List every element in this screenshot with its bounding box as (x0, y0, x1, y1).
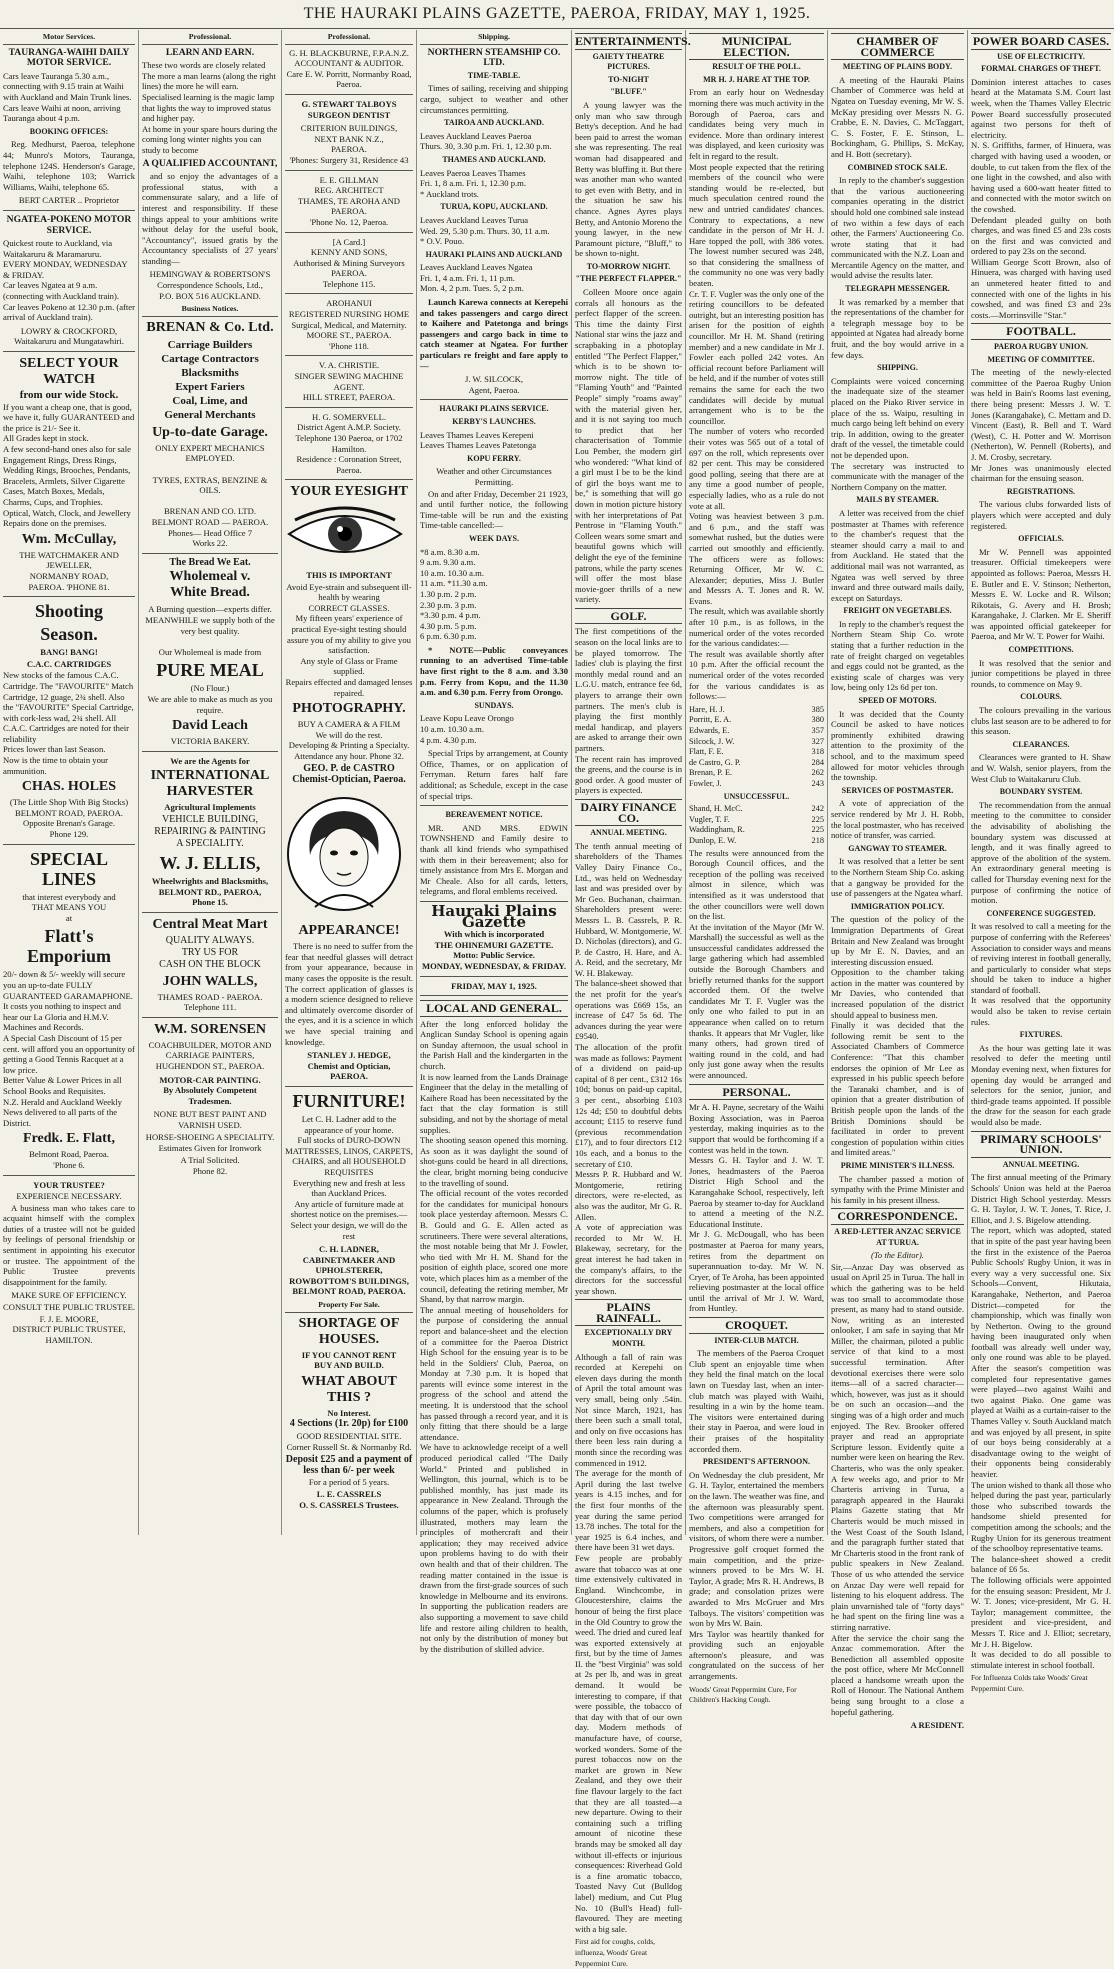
ad-subheadline: We are the Agents for (170, 755, 250, 766)
ad-heading: LEARN AND EARN. (165, 46, 255, 58)
article-subheading: PAEROA RUGBY UNION. (993, 342, 1088, 352)
article-subheading: RESULT OF THE POLL. (712, 62, 801, 72)
ad-headline: FURNITURE! (292, 1090, 406, 1111)
elected-table (689, 705, 824, 790)
ad-address: L. E. CASSRELS O. S. CASSRELS Trustees. (299, 1489, 399, 1510)
result-row (689, 747, 824, 758)
ad-headline: WHAT ABOUT THIS ? (301, 1373, 397, 1405)
ad-headline: YOUR EYESIGHT (290, 484, 408, 500)
article-body: The results were announced from the Borough Council offices, and the reception of the polling was received almost in silence, which was intensified as it was understood that the other councillors were well down on the list. At the invitation of the Mayor (Mr W. Marshall) the successful as well as the unsuccessful candidates addressed the large gathering which had assembled outside the Borough Chambers and briefly returned thanks for the support accorded them. Of the twelve candidates Mr T. F. Vugler was the only one who failed to put in an appearance when called on to return thanks. It appears that Mr Vugler, like many others, had grown tired of waiting round in the cold, and had only just gone away when the results were announced. (689, 847, 824, 1080)
ad-headline: Central Meat Mart (152, 916, 268, 932)
timetable: Leaves Thames Leaves Kerepeni Leaves Thames Leaves Patetonga (420, 429, 537, 451)
article-subheading: MAILS BY STEAMER. (856, 495, 939, 505)
letter-signature: A RESIDENT. (910, 1720, 964, 1731)
article-body: It was decided that the County Council be asked to have notices prominently exhibited drawing attention to the proximity of the school, and to the maximum speed allowed for motor vehicles through the township. (831, 708, 964, 783)
ad-body: Cars leave Tauranga 5.30 a.m., connecting with 9.15 train at Waihi with Auckland and Main Trunk lines. Cars leave Waihi at noon, arriving Tauranga about 4 p.m. (3, 70, 132, 124)
article-subheading: SERVICES OF POSTMASTER. (841, 785, 954, 795)
article-subheading: COMBINED STOCK SALE. (847, 162, 948, 172)
article-subheading: "THE PERFECT FLAPPER." (575, 274, 682, 284)
article-subheading: SHIPPING. (877, 363, 918, 373)
ad-subheadline: from our wide Stock. (19, 389, 119, 402)
candidate-votes: 243 (811, 778, 824, 788)
result-row (689, 726, 824, 737)
ad-headline: Shooting (34, 601, 104, 622)
article-subheading: FREIGHT ON VEGETABLES. (843, 606, 952, 616)
article-subheading: A RED-LETTER ANZAC SERVICE AT TURUA. (834, 1226, 961, 1247)
candidate-votes: 318 (811, 747, 824, 757)
ad-subheading: BOOKING OFFICES: (29, 126, 109, 136)
article-subheading: UNSUCCESSFUL. (723, 791, 790, 801)
ad-headline: PHOTOGRAPHY. (292, 701, 406, 717)
article-body: In reply to the chamber's request the Northern Steam Ship Co. wrote stating that a further reduction in the rate of freight charged on vegetables and eggs could not be granted, as the existing scale of charges was very low, being only 12s 6d per ton. (831, 618, 964, 693)
candidate-name: Flatt, F. E. (689, 747, 724, 757)
article-body: The first competitions of the season on the local links are to be played tomorrow. The ladies' club is playing the first monthly medal round and an L.G.U. match, entrance fee 6d, players to arrange their own partners. The men's club is playing the first monthly medal handicap, and players are asked to arrange their own partners. The recent rain has improved the greens, and the course is in good order. A good muster of players is expected. (575, 626, 682, 796)
article-subheading: COMPETITIONS. (1008, 645, 1074, 655)
ad-body: If you want a cheap one, that is good, we have it, fully GUARANTEED and the price is 21/- See it. All Grades kept in stock. A few second-hand ones also for sale Engagement Rings, Dress Rings, Wedding Rings, Brooches, Pendants, Bracelets, Armlets, Silver Cigarette Cases, Match Boxes, Medals, Charms, Cups, and Trophies. Optical, Watch, Clock, and Jewellery Repairs done on the premises. (3, 401, 135, 529)
article-headline: PLAINS RAINFALL. (575, 1299, 682, 1326)
ad-headline: PURE MEAL (156, 660, 264, 681)
article-body: The recommendation from the annual meeting to the committee to consider the advisability of abolishing the boundary system was discussed at length, and it was finally agreed to approve of the abolition of the system. An extraordinary general meeting is called for Thursday evening next for the purpose of confirming the notice of motion. (971, 799, 1111, 906)
timetable: Leave Kopu Leave Orongo 10 a.m. 10.30 a.m. 4 p.m. 4.30 p.m. (420, 713, 514, 745)
candidate-votes: 225 (811, 814, 824, 824)
candidate-name: Shand, H. McC. (689, 804, 743, 814)
candidate-name: Fowler, J. (689, 778, 722, 788)
candidate-votes: 385 (811, 704, 824, 714)
article-headline: CORRESPONDENCE. (831, 1208, 964, 1225)
ad-heading: NORTHERN STEAMSHIP CO. LTD. (427, 46, 561, 69)
unsuccessful-table (689, 804, 824, 846)
ad-headline: SPECIAL LINES (29, 848, 109, 889)
article-subheading: PRIME MINISTER'S ILLNESS. (840, 1160, 955, 1170)
result-row (689, 815, 824, 826)
ad-body: There is no need to suffer from the fear that needful glasses will detract from your appearance, because in many cases the opposite is the result. The correct application of glasses is a modern science designed to relieve and ultimately overcome disorder of the eyes, and it is a science in which we have special training and knowledge. (285, 941, 413, 1047)
candidate-name: Dunlop, E. W. (689, 835, 737, 845)
section-label: Business Notices. (142, 304, 278, 317)
article-subheading: REGISTRATIONS. (1006, 486, 1076, 496)
ad-subheading: KERBY'S LAUNCHES. (452, 417, 536, 426)
ad-headline: Wm. McCullay, (21, 531, 117, 547)
ad-subheading: TAIROA AND AUCKLAND. (444, 118, 544, 128)
article-subheading: MR H. J. HARE AT THE TOP. (703, 74, 810, 84)
article-subheading: BOUNDARY SYSTEM. (999, 787, 1083, 797)
candidate-votes: 262 (811, 768, 824, 778)
article-subheading: EXCEPTIONALLY DRY MONTH. (584, 1328, 673, 1349)
article-subheading: MEETING OF PLAINS BODY. (842, 62, 953, 72)
ad-subheading: HAURAKI PLAINS AND AUCKLAND (425, 249, 563, 259)
ad-headline: SHORTAGE OF HOUSES. (298, 1315, 400, 1347)
ad-address: F. J. E. MOORE, DISTRICT PUBLIC TRUSTEE, HAMILTON. (12, 1313, 126, 1345)
ad-body: BUY A CAMERA & A FILM We will do the rest. Developing & Printing a Specialty. Attendance any hour. Phone 32. (288, 719, 410, 761)
ad-subheadline: No Interest. (327, 1407, 371, 1418)
ad-headline: W.M. SORENSEN (154, 1021, 266, 1037)
issue-date: FRIDAY, MAY 1, 1925. (451, 980, 537, 991)
article-subheading: CLEARANCES. (1012, 739, 1070, 749)
ad-headline: Wholemeal v. White Bread. (169, 569, 251, 601)
article-body: As the hour was getting late it was resolved to defer the meeting until Monday evening next, when fixtures for opening day would be arranged and selectors for the senior, junior, and third-grade teams appointed. If possible the draw for the season for each grade would also be made. (971, 1042, 1111, 1127)
ad-subheading: THAMES AND AUCKLAND. (442, 154, 546, 164)
article-body: Sir,—Anzac Day was observed as usual on April 25 in Turua. The hall in which the gathering was to be held was too small to accommodate those present, as many had to stand outside. Now, writing as an interested onlooker, I am safe in saying that Mr Miller, the chairman, piloted a public service of that kind to a most successful termination. After devotional exercises there were solo items—all of a sacred character—which, however, was just as it should be on such an occasion—and the singing was of a high order and much enjoyed. The Rev. Brooker offered prayer and read an appropriate Scripture lesson. Evidently quite a number were keen on hearing the Rev. Charteris, who was the only speaker. A few weeks ago, and prior to Mr Charteris arriving in Turua, a paragraph appeared in the Hauraki Plains Gazette stating that Mr Charteris would be much missed in the West Coast of the South Island, and the paragraph further stated that Mr Charteris stood in the front rank of public speakers in New Zealand. Those of us who attended the service on Anzac Day were well repaid for listening to his eloquent address. The plain unvarnished tale of "forty days" he had spent on the firing line was a stirring narrative. After the service the choir sang the Anzac commemoration. After the Benediction all assembled opposite the post office, where Mr McConnell placed a handsome wreath upon the Roll of Honour. The National Anthem being sung brought to a close a hopeful gathering. (831, 1261, 964, 1717)
candidate-votes: 327 (811, 736, 824, 746)
ad-address: J. W. SILCOCK, Agent, Paeroa. (464, 374, 524, 395)
ad-headline: Up-to-date Garage. (152, 424, 268, 440)
ad-headline: W. J. ELLIS, (159, 852, 261, 873)
article-headline: PRIMARY SCHOOLS' UNION. (971, 1131, 1111, 1158)
ad-body: and so enjoy the advantages of a professional status, with a commensurate salary, and a life of interest and responsibility. If these things appeal to your ambitions write without delay for the useful book, "Accountancy", issued gratis by the Accountancy specialists of 27 years' standing— (142, 171, 278, 266)
article-subheading: GANGWAY TO STEAMER. (848, 843, 947, 853)
ad-heading: NGATEA-POKENO MOTOR SERVICE. (6, 213, 132, 236)
ad-headline: JOHN WALLS, (162, 973, 258, 989)
ad-subheadline: CONSULT THE PUBLIC TRUSTEE. (3, 1302, 135, 1313)
article-body: The chamber passed a motion of sympathy with the Prime Minister and his family in his present illness. (831, 1173, 964, 1205)
footer-note: For Influenza Colds take Woods' Great Peppermint Cure. (971, 1673, 1088, 1693)
article-subheading: PRESIDENT'S AFTERNOON. (702, 1457, 811, 1467)
ad-headline: SELECT YOUR WATCH (19, 356, 119, 388)
article-body: The various clubs forwarded lists of players which were accepted and duly registered. (971, 499, 1111, 531)
candidate-votes: 284 (811, 757, 824, 767)
ad-headline: YOUR TRUSTEE? (33, 1179, 105, 1190)
ad-body: NONE BUT BEST PAINT AND VARNISH USED. (153, 1109, 267, 1131)
ad-address: HEMINGWAY & ROBERTSON'S Correspondence Schools, Ltd., P.O. BOX 516 AUCKLAND. (149, 269, 271, 301)
ad-body: 20/- down & 5/- weekly will secure you an up-to-date FULLY GUARANTEED GARAMAPHONE. It costs you nothing to inspect and hear our La Gloria and H.M.V. Machines and Records. A Special Cash Discount of 15 per cent. will afford you an opportunity of getting a Good Tennis Racquet at a low price. Better Value & Lower Prices in all School Books and Requisites. N.Z. Herald and Auckland Weekly News delivered to all parts of the District. (3, 969, 135, 1128)
article-body: It was resolved to call a meeting for the purpose of conferring with the Referees' Association to consider ways and means of reviving interest in football generally, and particularly to consider what steps should be taken to induce a higher standard of football. It was resolved that the opportunity would also be taken to revise certain rules. (971, 921, 1111, 1027)
ad-body: A business man who takes care to acquaint himself with the complex duties of a trustee will not be guided by feelings of personal friendship or sentiment in appointing his executor or trustee. The appointment of the Public Trustee prevents disappointment for the family. (3, 1202, 135, 1287)
article-body: It was resolved that a letter be sent to the Northern Steam Ship Co. asking that a gangway be provided for the use of passengers at the Ngatea wharf. (831, 856, 964, 899)
ad-subheadline: 4 Sections (1r. 20p) for £100 (289, 1418, 409, 1430)
ad-headline: Fredk. E. Flatt, (23, 1131, 115, 1147)
article-body: Mr A. H. Payne, secretary of the Waihi Boxing Association, was in Paeroa yesterday, making inquiries as to the support that would be forthcoming if a contest was held in the town. Messrs G. H. Taylor and J. W. T. Jones, headmasters of the Paeroa District High School and the Karangahake School, respectively, left Paeroa by steamer to-day for Auckland to attend a meeting of the N.Z. Educational Institute. Mr J. G. McDougall, who has been postmaster at Paeroa for many years, retires from the department on superannuation to-day. Mr W. N. Cryer, of Te Aroha, has been appointed relieving postmaster at the local office until the arrival of Mr J. W. Ward, from Huntley. (689, 1102, 824, 1314)
ad-headline: Flatt's Emporium (26, 926, 111, 967)
ad-subheadline: THIS IS IMPORTANT (306, 569, 392, 580)
article-body: From an early hour on Wednesday morning there was much activity in the Borough of Paeroa, cars and candidates being very much in evidence. More than ordinary interest was displayed, and keen curiosity was felt in regard to the result. Most people expected that the retiring members of the council who were standing would be re-elected, but much speculation centred round the new and untried candidates' chances. Contrary to expectations, a new candidate in the person of Mr H. J. Hare topped the poll, with 386 votes. The lowest number secured was 248, so that considering the smallness of the community no one was very badly beaten. Cr. T. F. Vugler was the only one of the retiring councillors to be defeated outright, but an interesting position has arisen for the position of eighth councillor. Mr H. M. Shand (retiring member) and a new candidate in Mr J. Fowler each polled 242 votes. An official recount before Parliament will be held, and if the number of votes still remains the same for each the two candidates will decide by mutual arrangement who is to be the councillor. The number of voters who recorded their votes was 565 out of a total of 697 on the roll, which represents over 82 per cent. This may be considered good polling, seeing that there are at any time a good number of people, especially ladies, who as a rule do not vote at all. Voting was heaviest between 3 p.m. and 6 p.m., and the staff was somewhat rushed, but the duties were carried out smoothly and efficiently. The officers were as follows: Returning Officer, Mr W. C. Alexander; deputies, Miss J. Butler and Messrs A. T. Jones and R. W. Evans. The result, which was available shortly after 10 p.m., is as follows, in the numerical order of the votes recorded for the various candidates:— The result was available shortly after 10 p.m. After the official recount the numerical order of the votes recorded for the various candidates is as follows:— (689, 87, 824, 702)
ad-body: New stocks of the famous C.A.C. Cartridge. The "FAVOURITE" Match Cartridge, 12 guage, 2¾ shell. Also the "FAVOURITE" Special Cartridge, with cork-less wad, 2¾ shell. All C.A.C. Cartridges are noted for their reliability Prices lower than last Season. Now is the time to obtain your ammunition. (3, 670, 134, 776)
notice-heading: BEREAVEMENT NOTICE. (445, 810, 543, 820)
ad-body: Estimates Given for Ironwork (158, 1143, 262, 1154)
article-body: The first annual meeting of the Primary Schools' Union was held at the Paeroa District High School yesterday. Messrs G. H. Taylor, J. W. T. Jones, T. Rice, J. Elliot, and J. S. Bigelow attending. The report, which was adopted, stated that in spite of the past year having been the first in the existence of the Paeroa Public Schools' Rugby Union, it was in every way a very successful one. Six Schools—Convent, Hikutaia, Karangahake, Netherton, and Paeroa District—competed for the championship, which was finally won by Netherton. Owing to the ground having been inaugurated only when football was already well under way, only one round was able to be played. After the season's competition was completed four representative games were played—two against Waihi and two against Piako. One game was played at Waihi as a curtain-raiser to the Thames Valley v. South Auckland match and was enjoyed by all present, in spite of our boys being considerably at a disadvantage owing to the weight of their opponents being considerably heavier. The union wished to thank all those who helped during the past year, particularly those who subscribed towards the handsome shield presented for competition among the schools; and the Rugby Union for its generous treatment of the schoolboy representative teams. The balance-sheet showed a credit balance of £6 5s. The following officials were appointed for the ensuing season: President, Mr J. W. T. Jones; vice-president, Mr G. H. Taylor; management committee, the president and vice-president, and Messrs T. Rice and J. Elliot; secretary, Mr J. H. Bigelow. It was decided to do all possible to stimulate interest in school football. (971, 1172, 1111, 1670)
ad-address: GEO. P. de CASTRO Chemist-Optician, Paeroa. (292, 763, 406, 786)
article-subheading: INTER-CLUB MATCH. (714, 1335, 799, 1345)
card-ad: V. A. CHRISTIE. SINGER SEWING MACHINE AGENT. HILL STREET, PAEROA. (294, 360, 404, 403)
article-body: Clearances were granted to H. Shaw and W. Walsh, senior players, from the West Club to Waitakaruru Club. (971, 752, 1111, 784)
column-3 (282, 30, 417, 1535)
ad-body: Launch Karewa connects at Kerepehi and takes passengers and cargo direct to Kaihere and Patetonga and brings passengers and cargo back in time to catch steamer at Ngatea. For further particulars re freight and fare apply to— (420, 297, 568, 371)
article-subheading: TELEGRAPH MESSENGER. (845, 284, 950, 294)
ad-headline: Season. (40, 624, 98, 645)
ad-body: IF YOU CANNOT RENT BUY AND BUILD. (301, 1349, 397, 1371)
ad-address: Phone 82. (192, 1166, 228, 1177)
column-4 (417, 30, 572, 1654)
card-ad: G. H. BLACKBURNE, F.P.A.N.Z. ACCOUNTANT & AUDITOR. Care E. W. Porritt, Normanby Road, Paeroa. (286, 47, 412, 90)
section-label: Shipping. (420, 32, 568, 45)
article-subheading: COLOURS. (1020, 692, 1062, 702)
ad-proprietor: BERT CARTER .. Proprietor (18, 195, 120, 206)
result-row (689, 715, 824, 726)
ad-body: Weather and other Circumstances Permitting. (436, 466, 552, 487)
masthead: THE HAURAKI PLAINS GAZETTE, PAEROA, FRIDAY, MAY 1, 1925. (0, 0, 1114, 29)
result-row (689, 836, 824, 847)
ad-body: * NOTE—Public conveyances running to an advertised Time-table have first right to the 8 a.m. and 3.30 p.m. Ferry from Kopu, and the 11.30 a.m. and 6.30 p.m. Ferry from Orongo. (420, 644, 568, 698)
card-ad: CRITERION BUILDINGS, NEXT BANK N.Z., PAEROA. 'Phones: Surgery 31, Residence 43 (289, 123, 409, 165)
article-body: Although a fall of rain was recorded at Kerepehi on eleven days during the month of April the total amount was very small, being only .54in. Not since March, 1921, has there been such a small total, and only on five occasions has there been less rain during a month since the recording was commenced in 1912. The average for the month of April during the last twelve years is 4.15 inches, and for the first four months of the year during the same period 13.78 inches. The total for the year 1925 is 6.4 inches, and there have been 31 wet days. Few people are probably aware that tobacco was at one time extensively cultivated in England. Winchcombe, in Gloucestershire, claims the honour of being the first place in the Old Country to grow the weed. The dried and cured leaf was exported extensively at first, but by the time of James II. the "best Virginia" was sold at 2s per lb, and was in great demand. It would be interesting to compare, if that were possible, the tobacco of that day with that of our own day. Modern methods of manufacture have, of course, worked wonders. Some of the purest tobaccos now on the market are grown in New Zealand, and they owe their fine flavour largely to the fact that they are all toasted—a new departure. Owing to their containing such a trifling amount of nicotine these brands may be smoked all day without ill-effects or injurious consequences: Riverhead Gold is a fine aromatic tobacco, Toasted Navy Cut (Bulldog label) medium, and Cut Plug No. 10 (Bull's Head) full-flavoured. They are meeting with a big sale. (575, 1351, 682, 1934)
article-body: It was remarked by a member that the representations of the chamber for a telegraph message boy to be appointed at Ngatea had already borne fruit, and the boy would arrive in a few days. (831, 296, 964, 360)
ad-headline: INTERNATIONAL HARVESTER (150, 768, 270, 800)
result-row (689, 768, 824, 779)
ad-subheadline: BANG! BANG! (40, 647, 98, 658)
ad-body: For a period of 5 years. (308, 1477, 390, 1488)
candidate-votes: 380 (811, 715, 824, 725)
ad-address: C. H. LADNER, CABINETMAKER AND UPHOLSTERER, ROWBOTTOM'S BUILDINGS, BELMONT ROAD, PAEROA. (289, 1244, 409, 1297)
candidate-name: Waddingham, R. (689, 825, 745, 835)
ad-address: Belmont Road, Paeroa. 'Phone 6. (29, 1149, 109, 1170)
ad-body: MOTOR-CAR PAINTING. By Absolutely Competent Tradesmen. (159, 1074, 261, 1106)
ad-subheadline: Deposit £25 and a payment of less than 6/- per week (285, 1454, 413, 1476)
ad-body: Reg. Medhurst, Paeroa, telephone 44; Munro's Motors, Tauranga, telephone 124S. Henderson's Garage, Waihi, telephone 103; Warrick Williams, Waihi, telephone 65. (3, 139, 135, 192)
ad-subheading: WEEK DAYS. (469, 533, 519, 543)
article-body: A meeting of the Hauraki Plains Chamber of Commerce was held at Ngatea on Tuesday evening, Mr W. S. McKay presiding over Messrs N. G. Crabbe, E. N. Davies, C. McTaggart, C. S. Foster, F. E. Stinson, L. Bockingham, G. Phillips, S. McKay, and H. Bott (secretary). (831, 74, 964, 159)
article-subheading: OFFICIALS. (1018, 534, 1064, 544)
article-headline: GOLF. (575, 608, 682, 625)
ad-headline: The Bread We Eat. (169, 556, 251, 568)
article-subheading: CONFERENCE SUGGESTED. (986, 908, 1096, 918)
article-headline: DAIRY FINANCE CO. (575, 799, 682, 826)
ad-body: VEHICLE BUILDING, REPAIRING & PAINTING A SPECIALITY. (154, 813, 266, 849)
candidate-name: de Castro, G. P. (689, 757, 741, 767)
article-body: It was resolved that the senior and junior competitions be played in three rounds, to commence on May 9. (971, 657, 1111, 689)
ad-headline: CHAS. HOLES (21, 779, 117, 795)
ad-body: GOOD RESIDENTIAL SITE. Corner Russell St. & Normanby Rd. (286, 1431, 412, 1452)
result-row (689, 804, 824, 815)
article-headline: MUNICIPAL ELECTION. (689, 33, 824, 60)
ad-heading: A QUALIFIED ACCOUNTANT, (142, 157, 278, 169)
article-subheading: GAIETY THEATRE PICTURES. (592, 51, 665, 72)
footer-note: First aid for coughs, colds, influenza, Woods' Great Peppermint Cure. (575, 1937, 655, 1968)
ad-subheading: SUNDAYS. (474, 700, 514, 710)
ad-address: STANLEY J. HEDGE, Chemist and Optician, PAEROA. (307, 1050, 391, 1082)
article-body: The tenth annual meeting of shareholders of the Thames Valley Dairy Finance Co., Ltd., was held on Wednesday last and was presided over by Mr Geo. Buchanan, chairman. Shareholders present were: Messrs L. B. Cassrels, P. R. Hubbard, W. Montgomerie, W. D. Nicholas (directors), and G. P. de Castro, H. Hare, and A. A. Reid, and the secretary, Mr W. H. Blakeway. The balance-sheet showed that the net profit for the year's operations was £669 15s, an increase of £47 5s 6d. The advances during the year were £9540. The allocation of the profit was made as follows: Payment of a dividend on paid-up capital of 8 per cent., £312 16s 10d; bonus on paid-up capital, 3 per cent., absorbing £103 12s 4d; £50 to doubtful debts account; £115 to reserve fund (previous recommendation £17), and to four directors £12 10s each, and a bonus to the secretary of £10. Messrs P. R. Hubbard and W. Montgomerie, retiring directors, were re-elected, as also was the auditor, Mr G. R. Allen. A vote of appreciation was recorded to Mr W. H. Blakeway, secretary, for the great interest he had taken in the company's affairs, to the directors for the successful year shown. (575, 840, 682, 1296)
ad-body: ONLY EXPERT MECHANICS EMPLOYED. TYRES, EXTRAS, BENZINE & OILS. BRENAN AND CO. LTD. BELMONT ROAD — PAEROA. Phones— Head Office 7 Works 22. (151, 442, 269, 549)
ad-heading: TAURANGA-WAIHI DAILY MOTOR SERVICE. (8, 46, 130, 69)
eye-illustration (285, 506, 405, 562)
article-body: In reply to the chamber's suggestion that the various auctioneering companies operating in the district should hold one combined sale instead of two within a few days of each other, the Farmers' Auctioneering Co. wrote stating that it had communicated with the N.Z. Loan and Mercantile Agency on the matter, and would advise the results later. (831, 175, 964, 281)
result-row (689, 705, 824, 716)
candidate-votes: 357 (811, 726, 824, 735)
article-subheading: ANNUAL MEETING. (1002, 1159, 1080, 1169)
gazette-motto: With which is incorporated THE OHINEMURI GAZETTE. Motto: Public Service. MONDAY, WEDNESDAY, & FRIDAY. (421, 929, 567, 971)
candidate-votes: 242 (811, 804, 824, 814)
candidate-name: Silcock, J. W. (689, 736, 735, 746)
ad-subheading: HAURAKI PLAINS SERVICE. (439, 404, 549, 414)
notice-body: MR. AND MRS. EDWIN TOWNSHEND and Family desire to thank all kind friends who sympathised with them in their bereavement; also for timely assistance from Mrs E. Morgan and Mr Cheale. Also for all cards, letters, telegrams, and floral emblems received. (420, 822, 568, 897)
ad-body: A Trial Solicited. (180, 1154, 240, 1165)
article-body: The colours prevailing in the various clubs last season are to be adhered to for this season. (971, 705, 1111, 737)
article-subheading: MEETING OF COMMITTEE. (987, 354, 1095, 364)
ad-body: A Burning question—experts differ. MEANWHILE we supply both of the very best quality. Our Wholemeal is made from (145, 604, 275, 657)
ad-address: VICTORIA BAKERY. (170, 736, 250, 747)
article-subheading: "BLUFF." (610, 87, 647, 97)
footer-note: Woods' Great Peppermint Cure, For Children's Hacking Cough. (689, 1684, 797, 1705)
ad-headline: BRENAN & Co. Ltd. (146, 319, 274, 335)
article-body: On Wednesday the club president, Mr G. H. Taylor, entertained the members on the lawn. The weather was fine, and the afternoon was pleasurably spent. Two competitions were arranged for members, and also a competition for visitors, of whom there were a number. Progressive golf croquet formed the main competition, and the prize-winners proved to be Mrs W. H. Taylor, A grade; Mrs R. H. Andrews, B grade; and consolation prizes were awarded to Mrs McGruer and Mrs Talboys. The visitors' competition was won by Mrs W. Bain. Mrs Taylor was heartily thanked for providing such an enjoyable afternoon's pleasure, and was congratulated on the success of her arrangements. (689, 1469, 824, 1682)
section-label: Motor Services. (3, 32, 135, 45)
ad-body: On and after Friday, December 21 1923, and until further notice, the following Time-table will be run and the existing Time-table cancelled:— (420, 488, 568, 531)
candidate-name: Hare, H. J. (689, 704, 725, 714)
article-headline: LOCAL AND GENERAL. (420, 1000, 568, 1017)
article-body: A letter was received from the chief postmaster at Thames with reference to the chamber's request that the steamer should carry a mail to and from Auckland. He stated that the additional mail was not warranted, as Ngatea was well served by three inward and three outward mails daily, except on Saturdays. (831, 507, 964, 603)
ad-list: Carriage Builders Cartage Contractors Blacksmiths Expert Fariers Coal, Lime, and General Merchants (161, 338, 259, 421)
ad-body: Special Trips by arrangement, at County Office, Thames, or on application of Ferryman. Return fares half fare additional; as Schedule, except in the case of special trips. (420, 748, 568, 801)
ad-body: QUALITY ALWAYS. TRY US FOR CASH ON THE BLOCK (159, 934, 261, 970)
ad-subheadline: EXPERIENCE NECESSARY. (16, 1191, 122, 1202)
article-body: A vote of appreciation of the service rendered by Mr J. H. Robb, the local postmaster, who has received notice of transfer, was carried. (831, 798, 964, 841)
article-subheading: FIXTURES. (1019, 1030, 1063, 1040)
ad-proprietor: LOWRY & CROCKFORD, Waitakaruru and Mungatawhiri. (14, 325, 124, 347)
timetable: Leaves Auckland Leaves Ngatea Fri. 1, 4 a.m. Fri. 1, 11 p.m. Mon. 4, 2 p.m. Tues. 5, 2 p.m. (420, 262, 533, 294)
candidate-name: Brenan, P. E. (689, 768, 733, 778)
ad-subheading: TIME-TABLE. (467, 70, 521, 80)
ad-address: THAMES ROAD - PAEROA. Telephone 111. (157, 991, 263, 1013)
candidate-votes: 218 (811, 835, 824, 845)
article-headline: POWER BOARD CASES. (972, 34, 1110, 48)
article-body: Mr W. Pennell was appointed treasurer. Official timekeepers were appointed as follows: Paeroa, Messrs H. E. Butler and E. V. Stinson; Netherton, Messrs E. W. Locke and R. Wilson; Rikotais, G. Avery and H. Brosh; Karangahake, J. Clarken. Mr E. Sheriff was appointed official gatekeeper for Paeroa, and Mr W. T. Power for Waihi. (971, 546, 1111, 642)
article-body: The meeting of the newly-elected committee of the Paeroa Rugby Union was held in Bain's Rooms last evening, there being present: Messrs J. W. T. Jones (Karangahake), C. Mettam and D. Vincent (East), R. Bell and T. Ward (West), C. H. Potter and W. Morrison (Netherton), W. Pennell (Roberts), and J. M. Crosby, secretary. Mr Jones was unanimously elected chairman for the ensuing season. (971, 367, 1111, 484)
ad-body: Times of sailing, receiving and shipping cargo, subject to weather and other circumstances permitting. (420, 83, 568, 115)
ad-body: that interest everybody and THAT MEANS YOU at (22, 891, 116, 923)
section-label: Professional. (285, 32, 413, 45)
article-subheading: IMMIGRATION POLICY. (850, 901, 945, 911)
column-6 (686, 30, 828, 1705)
article-subheading: FORMAL CHARGES OF THEFT. (981, 64, 1101, 74)
article-subheading: TO-MORROW NIGHT. (586, 261, 671, 271)
woman-portrait-illustration (285, 795, 403, 913)
ad-body: HORSE-SHOEING A SPECIALITY. (145, 1131, 275, 1142)
card-ad: AROHANUI REGISTERED NURSING HOME Surgical, Medical, and Maternity. MOORE ST., PAEROA. 'Phone 118. (288, 298, 410, 351)
candidate-name: Edwards, E. (689, 726, 730, 735)
candidate-name: Vugler, T. F. (689, 814, 730, 824)
article-body: The members of the Paeroa Croquet Club spent an enjoyable time when they held the final match on the local lawn on Tuesday last, when an inter-club match was played with Waihi, resulting in a win by the home team. The visitors were entertained during their stay in Paeroa, and were loud in their praises of the hospitality accorded them. (689, 1348, 824, 1454)
ad-subheadline: Agricultural Implements (164, 802, 256, 813)
article-headline: CROQUET. (689, 1317, 824, 1334)
ad-body: These two words are closely related The more a man learns (along the right lines) the more he will earn. Specialised learning is the magic lamp that lights the way to improved status and higher pay. At home in your spare hours during the coming long winter nights you can study to become (142, 60, 278, 155)
ad-subheadline: C.A.C. CARTRIDGES (26, 658, 112, 669)
column-7 (828, 30, 968, 1731)
ad-subheading: TURUA, KOPU, AUCKLAND. (440, 202, 548, 212)
ad-subheadline: MAKE SURE OF EFFICIENCY. (11, 1290, 127, 1301)
card-ad: E. E. GILLMAN REG. ARCHITECT THAMES, TE AROHA AND PAEROA. 'Phone No. 12, Paeroa. (297, 174, 401, 227)
result-row (689, 737, 824, 748)
result-row (689, 779, 824, 790)
article-body: Colleen Moore once again corrals all honours as the perfect flapper of the screen. This time the dainty First National star wins the jazz and scrapbaking in a photoplay entitled "The Perfect Flapper," which is to be shown to-morrow night. The title of "Flaming Youth" and "Painted People" simply "roams away" with the material given her, and it is not saying too much to predict that her characterisation of Tommie Lou Pember, the modern girl who wondered: "What kind of a girl must I be to be the kind of girl the boys want me to be," is something that will go down in motion picture history with her interpretations of Pat Pentrose in "Flaming Youth." Colleen wears some smart and beautiful gowns which will delight the eye of the feminine patrons, while the party scenes will offer the most blase movie-goer thrills of a new variety. (575, 287, 682, 605)
ad-body: Avoid Eye-strain and subsequent ill-health by wearing CORRECT GLASSES. My fifteen years' experience of practical Eye-sight testing should assure you of my ability to give you satisfaction. Any style of Glass or Frame supplied. Repairs effected and damaged lenses repaired. (285, 581, 413, 698)
ad-address: (The Little Shop With Big Stocks) BELMONT ROAD, PAEROA. Opposite Brenan's Garage. Phone 129. (9, 797, 129, 840)
article-subheading: ANNUAL MEETING. (590, 828, 667, 838)
ad-subheading: KOPU FERRY. (467, 453, 521, 463)
article-headline: ENTERTAINMENTS. (575, 34, 691, 48)
section-label: Property For Sale. (285, 1300, 413, 1313)
result-row (689, 758, 824, 769)
ad-body: (No Flour.) We are able to make as much as you require. (147, 683, 273, 715)
section-label: Professional. (142, 32, 278, 45)
article-headline: FOOTBALL. (971, 323, 1111, 340)
card-ad: [A Card.] KENNY AND SONS, Authorised & Mining Surveyors PAEROA. Telephone 115. (293, 236, 405, 289)
article-subheading: SPEED OF MOTORS. (858, 696, 937, 706)
article-body: The question of the policy of the Immigration Departments of Great Britain and New Zealand was brought up by Mr E. N. Davies, and an interesting discussion ensued. Opposition to the chamber taking action in the matter was countered by Mr Davies, who contended that increased population of the district should appeal to business men. Finally it was decided that the following remit be sent to the Associated Chambers of Commerce Conference: "That this chamber endorses the opinion of Mr Lee as expressed in his public speech before the Taranaki chamber, and is of opinion that a greater distribution of British people upon the lands of the British Dominions should be facilitated in order to prevent congestion of population within cities and limited areas." (831, 914, 964, 1158)
article-body: After the long enforced holiday the Anglican Sunday School is opening again on Sunday afternoon, the usual school in the Parish Hall and the kindergarten in the church. It is now learned from the Lands Drainage Engineer that the delay in the metalling of Kaihere Road has been necessitated by the fact that the clay formation is still subsiding, and not by the shortage of metal supplies. The shooting season opened this morning. As soon as it was daylight the sound of shot-guns could be heard in all directions, the clear, bright morning being conducive to the travelling of sound. The official recount of the votes recorded for the candidates for municipal honours took place yesterday afternoon. Messrs C. B. Gould and G. E. Allen acted as scrutineers. There were several alterations, the most notable being that Mr J. Fowler, who tied with Mr H. M. Shand for the position of eighth place, scored one more vote, which places him as a member of the council, defeating the retiring member, Mr Shand, by that narrow margin. The annual meeting of householders for the purpose of considering the annual report and balance-sheet and the election of a committee for the Paeroa District High School for the ensuing year is to be held in the Soldiers' Club, Paeroa, on Monday at 7.30 p.m. It is hoped that parents will evince some interest in the progress of the school and attend the meeting. It is understood that the school has passed through a record year, and it is only fitting that there should be a large attendance. We have to acknowledge receipt of a well produced periodical called "The Daily World." Printed and published in Wellington, this journal, which is to be published monthly, has just made its appearance in New Zealand. Through the columns of the paper, which is profusely illustrated, mothers may learn the principles of mothercraft and their application; they may received advice upon problems having to do with their own health and that of their children. The reading matter contained in the issue is drawn from the first-grade sources of such knowledge in Melbourne and its environs. In supporting the publication readers are also supporting a movement to save child life and restore ailing children to health, not only by the distribution of money but by the distribution of skilled advice. (420, 1018, 568, 1654)
ad-address: Wheelwrights and Blacksmiths, BELMONT RD., PAEROA, Phone 15. (151, 875, 269, 908)
ad-body: Quickest route to Auckland, via Waitakaruru & Maramaruru. EVERY MONDAY, WEDNESDAY & FRIDAY. Car leaves Ngatea at 9 a.m. (connecting with Auckland train). Car leaves Pokeno at 12.30 p.m. (after arrival of Auckland train). (3, 238, 135, 323)
column-5 (572, 30, 691, 1968)
timetable: *8 a.m. 8.30 a.m. 9 a.m. 9.30 a.m. 10 a.m. 10.30 a.m. 11 a.m. *11.30 a.m. 1.30 p.m. 2 p.m. 2.30 p.m. 3 p.m. *3.30 p.m. 4 p.m. 4.30 p.m. 5 p.m. 6 p.m. 6.30 p.m. (420, 546, 488, 642)
timetable: Leaves Paeroa Leaves Thames Fri. 1, 8 a.m. Fri. 1, 12.30 p.m. * Auckland trots. (420, 167, 526, 199)
article-subheading: TO-NIGHT (608, 74, 649, 84)
column-1 (0, 30, 139, 1535)
column-8 (968, 30, 1114, 1693)
card-ad: H. G. SOMERVELL. District Agent A.M.P. Society. Telephone 130 Paeroa, or 1702 Hamilton. Residence : Coronation Street, Paeroa. (295, 411, 403, 475)
timetable: Leaves Auckland Leaves Paeroa Thurs. 30, 3.30 p.m. Fri. 1, 12.30 p.m. (420, 130, 552, 152)
article-subheading: (To the Editor). (871, 1250, 924, 1261)
candidate-votes: 225 (811, 825, 824, 835)
card-ad: G. STEWART TALBOYS SURGEON DENTIST (301, 98, 397, 120)
timetable: Leaves Auckland Leaves Turua Wed. 29, 5.30 p.m. Thurs. 30, 11 a.m. * O.V. Pouo. (420, 214, 550, 247)
ad-headline: David Leach (172, 718, 248, 734)
ad-headline: APPEARANCE! (298, 923, 400, 939)
article-body: Dominion interest attaches to cases heard at the Matamata S.M. Court last week, when the Thames Valley Electric Power Board successfully prosecuted against two persons for theft of electricity. N. S. Griffiths, farmer, of Hinuera, was charged with having used a wooden, or double, to cut taken from the flex of the one light in the cowshed, and also with having used a 600-watt heater fitted to and connected with the motor switch on the cowshed. Defendant pleaded guilty on both charges, and was fined £5 and 23s costs on the first and was convicted and ordered to pay 23s on the second. William George Scott Brown, also of Hinuera, was charged with having used an unmetered heater fitted to and connected with one of the lights in his cowshed, and was fined £3 and 23s costs.—Morrinsville "Star." (971, 76, 1111, 320)
gazette-nameplate: Hauraki Plains Gazette (431, 901, 557, 931)
column-2 (139, 30, 282, 1535)
ad-address: COACHBUILDER, MOTOR AND CARRIAGE PAINTERS, HUGHENDON ST., PAEROA. (148, 1039, 272, 1072)
article-body: A young lawyer was the only man who saw through Betty's deception. And he had been paid to arrest the woman she was representing. The real woman had disappeared and Betty was bluffing it. But there was another man who wanted to get even with Betty, and in the situation he saw his chance. Agnes Ayres plays Betty, and Antonio Moreno the young lawyer, in the new Paramount picture, "Bluff," to be shown to-night. (575, 99, 682, 259)
article-subheading: USE OF ELECTRICITY. (997, 51, 1085, 61)
result-row (689, 825, 824, 836)
candidate-name: Porritt, E. A. (689, 715, 732, 725)
ad-body: Let C. H. Ladner add to the appearance of your home. Full stocks of DURO-DOWN MATTRESSES, LINOS, CARPETS, CHAIRS, and all HOUSEHOLD REQUISITES Everything new and fresh at less than Auckland Prices. Any article of furniture made at shortest notice on the premises.— Select your design, we will do the rest (285, 1113, 413, 1241)
article-headline: CHAMBER OF COMMERCE (831, 33, 964, 60)
article-body: Complaints were voiced concerning the inadequate size of the steamer placed on the Piako River service in place of the ss. Waipu, resulting in much cargo being left behind on every trip. In addition, owing to the greater draft of the vessel, the timetable could not be depended upon. The secretary was instructed to communicate with the manager of the Northern Company on the matter. (831, 375, 964, 492)
ad-address: THE WATCHMAKER AND JEWELLER, NORMANBY ROAD, PAEROA. 'PHONE 81. (19, 549, 119, 592)
article-headline: PERSONAL. (689, 1084, 824, 1101)
